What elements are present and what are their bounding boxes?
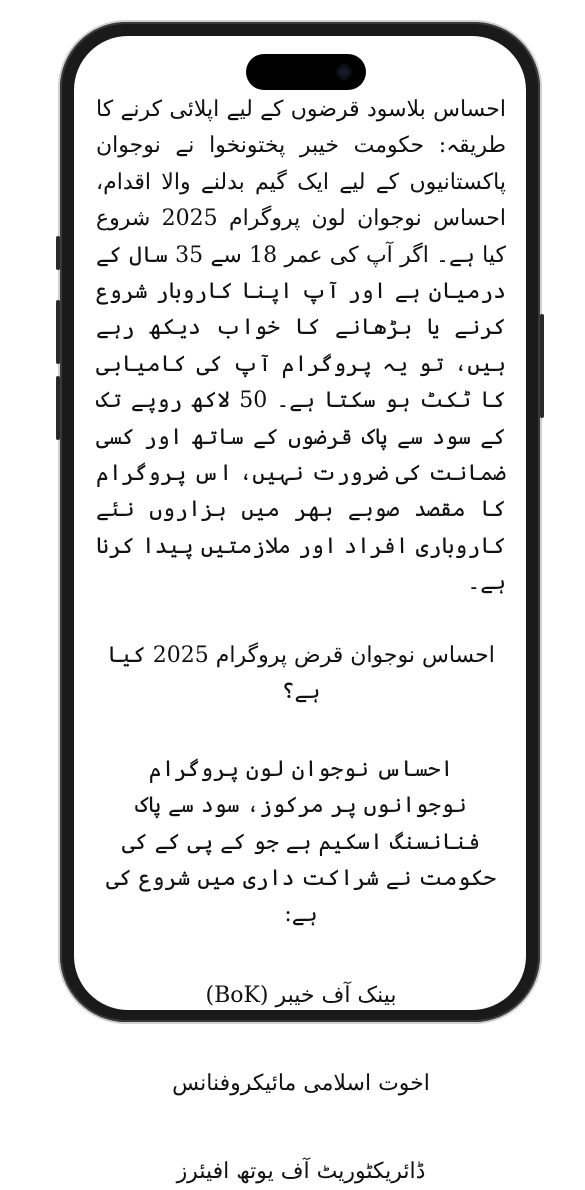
partner-bank-of-khyber: بینک آف خیبر (BoK): [205, 982, 397, 1008]
section-heading: احساس نوجوان قرض پروگرام 2025 کیا ہے؟: [107, 642, 495, 704]
article-content: [96, 92, 506, 1190]
dynamic-island: [246, 54, 366, 90]
phone-screen: [74, 36, 526, 1184]
intro-paragraph: احساس بلاسود قرضوں کے لیے اپلائی کرنے کا طریقہ: حکومت خیبر پختونخوا نے نوجوان پاکستانیوں کے لیے ایک گیم بدلنے والا اقدام، احساس نوجوان لون پروگرام 2025 شروع کیا ہے۔ اگر آپ کی عمر 18 سے 35 سال کے درمیان ہے اور آپ اپنا کاروبار شروع کرنے یا بڑھانے کا خواب دیکھ رہے ہیں، تو یہ پروگرام آپ کی کامیابی کا ٹکٹ ہو سکتا ہے۔ 50 لاکھ روپے تک کے سود سے پاک قرضوں کے ساتھ اور کسی ضمانت کی ضرورت نہیں، اس پروگرام کا مقصد صوبے بھر میں ہزاروں نئے کاروباری افراد اور ملازمتیں پیدا کرنا ہے۔: [96, 97, 507, 596]
partner-akhuwat: اخوت اسلامی مائیکروفنانس: [172, 1070, 430, 1096]
front-camera-icon: [336, 64, 352, 80]
volume-down-button: [56, 376, 60, 440]
description-paragraph: احساس نوجوان لون پروگرام نوجوانوں پر مرکوز، سود سے پاک فنانسنگ اسکیم ہے جو کے پی کے کی حکومت نے شراکت داری میں شروع کی ہے:: [105, 756, 496, 928]
action-button: [56, 236, 60, 270]
partner-youth-affairs: ڈائریکٹوریٹ آف یوتھ افیئرز: [176, 1158, 426, 1184]
power-button: [540, 314, 544, 418]
volume-up-button: [56, 300, 60, 364]
